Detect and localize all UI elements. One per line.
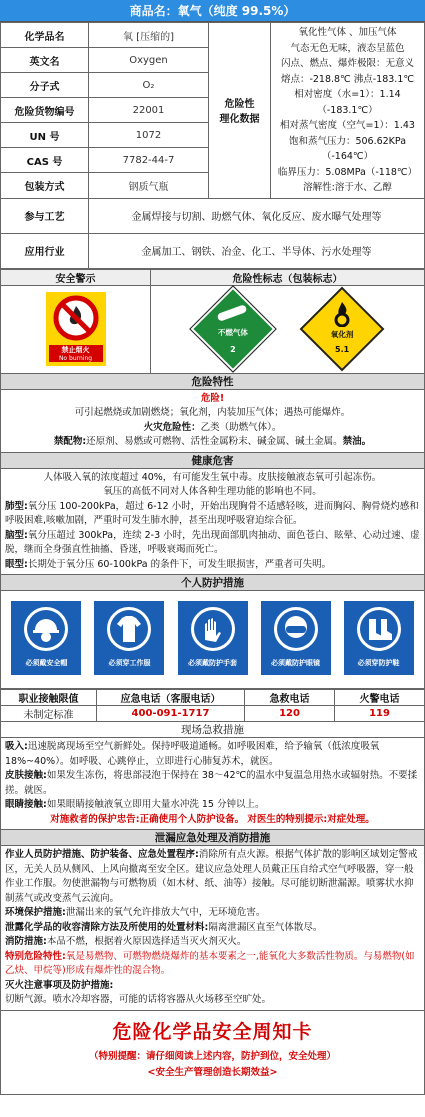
oxidizer-sign [297,287,387,371]
safety-warning-title: 安全警示 [1,269,151,285]
physchem-line: 饱和蒸气压力：506.62KPa（-164℃） [288,135,407,162]
ppe-section [0,591,425,689]
sign-class: 5.1 [335,345,350,354]
emergency-phone[interactable]: 400-091-1717 [97,706,245,722]
first-aid-phone[interactable]: 120 [245,706,335,722]
health-section [0,469,425,576]
no-fire-sign [46,292,106,366]
health-p1: 人体吸入氧的浓度超过 40%，有可能发生氧中毒。皮肤接触液态氧可引起冻伤。 [43,471,382,483]
eye-label: 眼型: [5,558,28,570]
eye-contact-text: 如果眼睛接触液氧立即用大量水冲洗 15 分钟以上。 [46,799,265,810]
firefight-label: 消防措施: [5,936,47,947]
skin-text: 如果发生冻伤，将患部浸泡于保持在 38～42℃的温水中复温急用热水或辐射热。不要揉搓。就医。 [5,770,418,796]
sign-text: 不燃气体 [217,328,248,337]
extinguish-text: 切断气源。喷水冷却容器，可能的话将容器从火场移至空旷处。 [5,994,272,1005]
inhale-label: 吸入: [5,741,28,752]
ppe-gloves [178,601,248,675]
row-value: Oxygen [89,48,209,73]
leak-title: 泄漏应急处理及消防措施 [0,830,425,846]
ppe-goggles [261,601,331,675]
footer-note: （特别提醒：请仔细阅读上述内容，防护到位，安全处理） [88,1050,336,1062]
ppe-caption: 必须戴防护眼镜 [271,658,321,667]
brain-label: 脑型: [5,529,28,541]
footer [0,1011,425,1095]
row-value: 氧 [压缩的] [89,23,209,48]
gas-cylinder-icon [215,303,251,323]
contacts-table [0,689,425,722]
row-value: 7782-44-7 [89,148,209,173]
lung-text: 氧分压 100-200kPa，超过 6-12 小时，开始出现胸骨不适感轻咳，进而胸闷、胸骨烧灼感和呼吸困难,咳嗽加剧，严重时可发生肺水肿，甚至出现呼吸窘迫综合征。 [5,500,419,526]
hazard-title: 危险特性 [0,374,425,390]
row-label: CAS 号 [1,148,89,173]
firstaid-section [0,738,425,830]
row-label: 包装方式 [1,173,89,198]
hazard-line: 可引起燃烧或加剧燃烧；氧化剂，内装加压气体；遇热可能爆炸。 [74,407,351,418]
env-label: 环境保护措施: [5,907,66,918]
row-label: 分子式 [1,73,89,98]
physchem-line: 相对蒸气密度（空气=1）：1.43 [280,120,415,131]
footer-title: 危险化学品安全周知卡 [112,1020,313,1043]
lung-label: 肺型: [5,500,28,512]
sign-class: 2 [230,345,236,354]
inhale-text: 迅速脱离现场至空气新鲜处。保持呼吸道通畅。如呼吸困难，给予输氧（低浓度吸氧 18%~40%）。如呼吸、心跳停止，立即进行心肺复苏术，就医。 [5,741,380,767]
row-value: 1072 [89,123,209,148]
nonflammable-gas-sign [188,287,278,371]
collect-label: 泄露化学品的收容清除方法及所使用的处置材料: [5,921,209,933]
industry-value: 金属加工、钢铁、冶金、化工、半导体、污水处理等 [89,233,425,268]
industry-label: 应用行业 [1,233,89,268]
ppe-workwear [94,601,164,675]
ppe-boots [344,601,414,675]
physchem-line: 溶解性:溶于水、乙醇 [303,182,392,193]
firstaid-title: 现场急救措施 [0,722,425,738]
ppe-caption: 必须穿工作服 [108,658,151,667]
taboo-label: 禁配物: [53,436,87,447]
ppe-caption: 必须穿防护鞋 [357,658,400,667]
row-label: UN 号 [1,123,89,148]
hazard-sign-title: 危险性标志（包装标志） [151,269,425,285]
ppe-helmet [11,601,81,675]
physchem-line: 熔点：-218.8℃ 沸点-183.1℃ [280,73,415,85]
fire-hazard-value: 乙类（助燃气体）。 [200,421,282,433]
gloves-icon [194,610,232,648]
no-fire-text: 禁止烟火 [49,345,103,355]
row-label: 化学品名 [1,23,89,48]
ppe-proc-text: 消除所有点火源。根据气体扩散的影响区域划定警戒区，无关人员从侧风、上风向撤离至安全区。建议应急处理人员戴正压自给式空气呼吸器，穿一般作业工作服。勿使泄漏物与可燃物质（如木材、纸、油等）接触。尽可能切断泄漏源。喷雾状水抑制蒸气或改变蒸气云流向。 [5,849,418,904]
row-value: 钢质气瓶 [89,173,209,198]
hazard-section [0,390,425,453]
ppe-caption: 必须戴防护手套 [188,658,237,667]
boots-icon [360,610,398,648]
row-label: 危险货物编号 [1,98,89,123]
footer-slogan: <安全生产管理创造长期效益> [147,1066,278,1078]
limit-header: 职业接触限值 [1,690,97,706]
row-label: 英文名 [1,48,89,73]
taboo-value: 还原剂、易燃或可燃物、活性金属粉末、碱金属、碱土金属。 [86,436,343,447]
goggles-icon [277,610,315,648]
eye-contact-label: 眼睛接触: [5,799,47,810]
physchem-line: 相对密度（水=1）：1.14（-183.1℃） [294,89,401,116]
row-value: 22001 [89,98,209,123]
limit-value: 未制定标准 [1,706,97,722]
physchem-line: 临界压力：5.08MPa（-118℃） [277,166,418,178]
fire-phone[interactable]: 119 [335,706,425,722]
health-p2: 氧压的高低不同对人体各种生理功能的影响也不同。 [103,486,322,497]
health-title: 健康危害 [0,453,425,469]
env-text: 泄漏出来的氧气允许排放大气中，无环境危害。 [65,907,266,918]
collect-text: 隔离泄漏区直至气体散尽。 [208,921,323,933]
hazard-signs-cell [151,285,425,373]
process-value: 金属焊接与切割、助燃气体、氧化反应、废水曝气处理等 [89,198,425,233]
flame-over-circle-icon [330,301,354,327]
emergency-phone-header: 应急电话（客服电话） [97,690,245,706]
info-table [0,22,425,269]
row-value: O₂ [89,73,209,98]
workwear-icon [110,610,148,648]
first-aid-phone-header: 急救电话 [245,690,335,706]
taboo-end: 禁油。 [342,436,372,447]
physchem-line: 气态无色无味，液态呈蓝色 [290,42,405,54]
warning-table [0,269,425,374]
special-text: 氧是易燃物、可燃物燃烧爆炸的基本要素之一,能氧化大多数活性物质。与易燃物(如乙炔、甲烷等)形成有爆炸性的混合物。 [5,950,415,976]
physchem-line: 氧化性气体 、加压气体 [298,27,397,38]
eye-text: 长期处于氧分压 60-100kPa 的条件下，可发生眼损害，严重者可失明。 [27,558,332,570]
ppe-title: 个人防护措施 [0,575,425,591]
extinguish-label: 灭火注意事项及防护措施: [5,979,114,991]
sign-text: 氧化剂 [330,330,354,339]
skin-label: 皮肤接触: [5,770,47,781]
special-label: 特别危险特性: [5,950,66,962]
physchem-line: 闪点、燃点、爆炸极限：无意义 [280,58,414,69]
process-label: 参与工艺 [1,198,89,233]
fire-hazard-label: 火灾危险性： [143,421,201,433]
helmet-icon [27,610,65,648]
firefight-text: 本品不燃，根据着火原因选择适当灭火剂灭火。 [46,936,247,947]
hazard-physchem-label: 危险性 理化数据 [209,23,271,199]
no-fire-icon [46,292,106,342]
danger-word: 危险! [200,392,225,404]
rescuer-advice: 对施救者的保护忠告:正确使用个人防护设备。 对医生的特别提示:对症处理。 [50,813,375,825]
page-title: 商品名：氧气（纯度 99.5%） [0,0,425,22]
brain-text: 氧分压超过 300kPa，连续 2-3 小时，先出现面部肌肉抽动、面色苍白、眩晕、心动过速、虚脱，继而全身强直性抽搐、昏迷，呼吸衰竭而死亡。 [5,529,420,555]
physchem-data [271,23,425,199]
no-fire-text-en: No burning [49,355,103,362]
ppe-proc-label: 作业人员防护措施、防护装备、应急处置程序: [5,849,199,860]
fire-phone-header: 火警电话 [335,690,425,706]
no-fire-cell [1,285,151,373]
leak-section [0,846,425,1011]
ppe-caption: 必须戴安全帽 [25,658,68,667]
